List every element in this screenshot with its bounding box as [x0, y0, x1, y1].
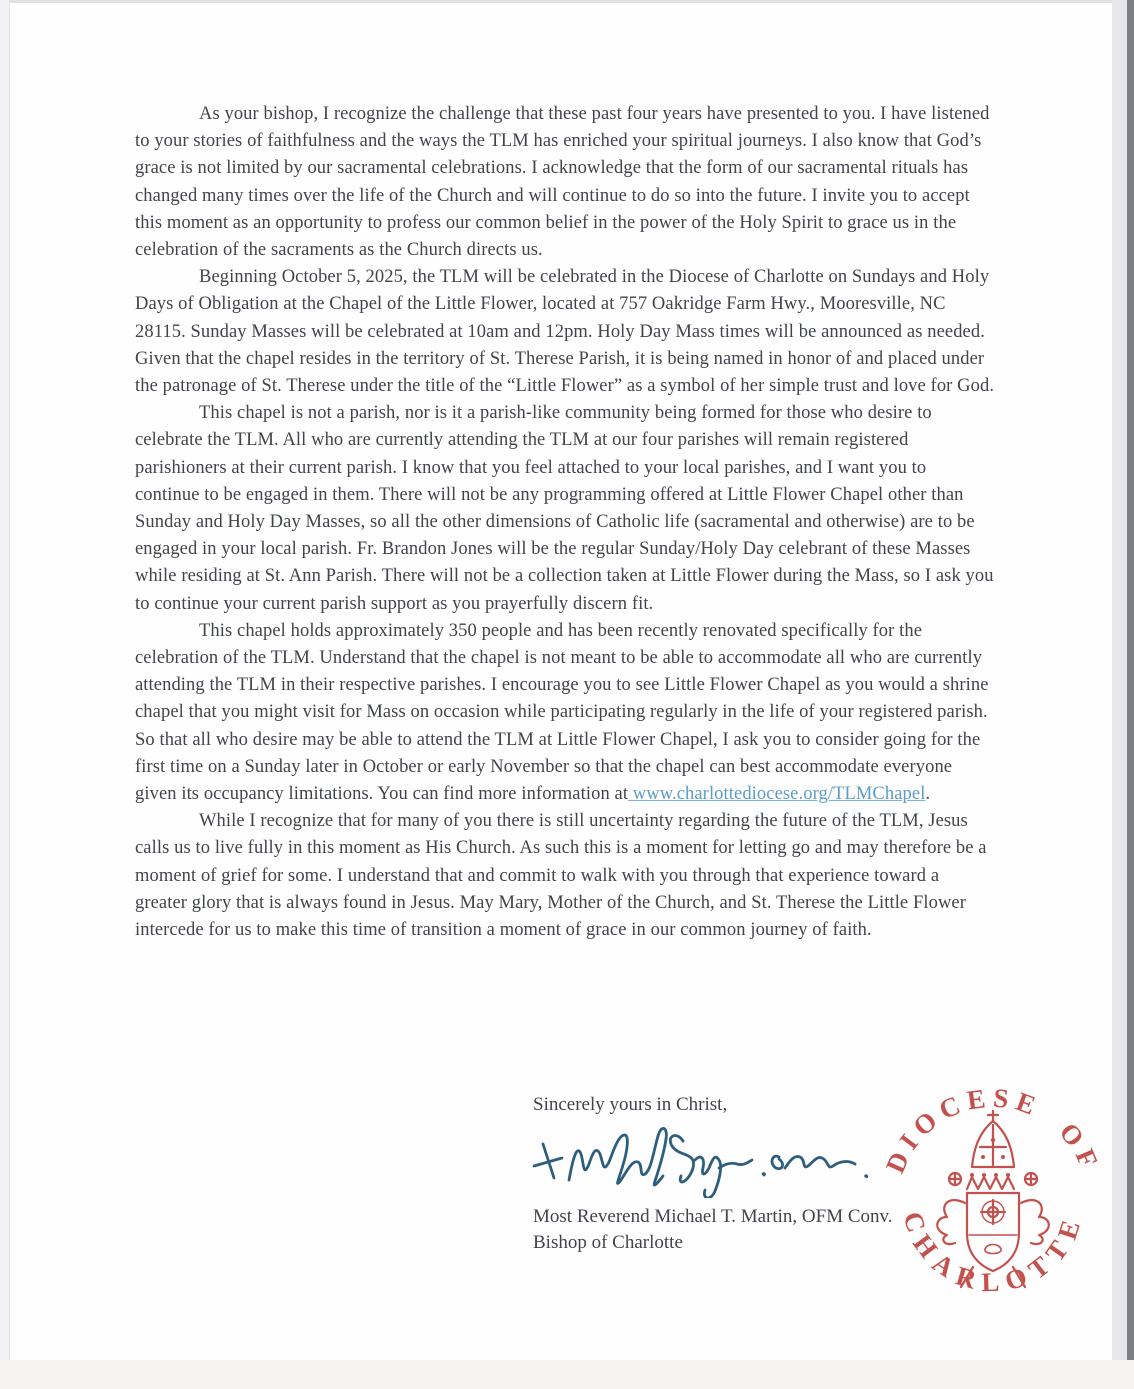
- signature-cross-stroke: [534, 1144, 562, 1178]
- crown-icon: [967, 1173, 1014, 1189]
- paragraph-3: This chapel is not a parish, nor is it a parish-like community being formed for those who desire to celebrate the TLM. All who are currently attending the TLM at our four parishes will remain registered parishioners at their current parish. I know that you feel attached to your local parishes, and I want you to continue to be engaged in them. There will not be any programming offered at Little Flower Chapel other than Sunday and Holy Day Masses, so all the other dimensions of Catholic life (sacramental and otherwise) are to be engaged in your local parish. Fr. Brandon Jones will be the regular Sunday/Holy Day celebrant of these Masses while residing at St. Ann Parish. There will not be a collection taken at Little Flower during the Mass, so I ask you to continue your current parish support as you prayerfully discern fit.: [135, 403, 994, 614]
- signature-stroke-1: [569, 1128, 666, 1185]
- closing-block: [533, 1094, 893, 1254]
- paragraph-2: Beginning October 5, 2025, the TLM will be celebrated in the Diocese of Charlotte on Sundays and Holy Days of Obligation at the Chapel of the Little Flower, located at 757 Oakridge Farm Hwy., Mooresville, NC 28115. Sunday Masses will be celebrated at 10am and 12pm. Holy Day Mass times will be announced as needed. Given that the chapel resides in the territory of St. Therese Parish, it is being named in honor of and placed under the patronage of St. Therese under the title of the “Little Flower” as a symbol of her simple trust and love for God.: [135, 267, 995, 397]
- paragraph-4-period: .: [925, 784, 931, 805]
- scan-edge-bottom: [0, 1360, 1134, 1389]
- mitre-icon: [972, 1111, 1014, 1167]
- paragraph-5: While I recognize that for many of you there is still uncertainty regarding the future of the TLM, Jesus calls us to live fully in this moment as His Church. As such this is a moment for letting go and may therefore be a moment of grief for some. I understand that and commit to walk with you through that experience toward a greater glory that is always found in Jesus. May Mary, Mother of the Church, and St. Therese the Little Flower intercede for us to make this time of transition a moment of grace in our common journey of faith.: [135, 811, 987, 941]
- signature-stroke-3: [763, 1156, 855, 1175]
- signature-handwriting: [531, 1124, 871, 1198]
- scan-edge-right-light: [1112, 0, 1127, 1389]
- scan-edge-left: [0, 0, 10, 1389]
- tlm-chapel-link[interactable]: www.charlottediocese.org/TLMChapel: [628, 784, 926, 805]
- diocese-of-charlotte-seal: [877, 1085, 1109, 1317]
- signer-name: Most Reverend Michael T. Martin, OFM Conv.: [533, 1206, 893, 1227]
- signature-stroke-2: [670, 1136, 752, 1198]
- signer-title: Bishop of Charlotte: [533, 1232, 683, 1253]
- paragraph-4: [135, 618, 995, 808]
- seal-bottom-text: CHARLOTTE: [897, 1208, 1089, 1298]
- paragraph-1: As your bishop, I recognize the challenge that these past four years have presented to you. I have listened to your stories of faithfulness and the ways the TLM has enriched your spiritual journeys. I also know that God’s grace is not limited by our sacramental celebrations. I acknowledge that the form of our sacramental rituals has changed many times over the life of the Church and will continue to do so into the future. I invite you to accept this moment as an opportunity to profess our common belief in the power of the Holy Spirit to grace us in the celebration of the sacraments as the Church directs us.: [135, 104, 990, 261]
- seal-top-text: DIOCESE OF: [879, 1085, 1107, 1178]
- valediction: Sincerely yours in Christ,: [533, 1094, 728, 1115]
- scan-edge-top: [0, 0, 1134, 3]
- paragraph-4-text: This chapel holds approximately 350 people and has been recently renovated specifically for the celebration of the TLM. Understand that the chapel is not meant to be able to accommodate all who are currently attending the TLM in their respective parishes. I encourage you to see Little Flower Chapel as you would a shrine chapel that you might visit for Mass on occasion while participating regularly in the life of your registered parish. So that all who desire may be able to attend the TLM at Little Flower Chapel, I ask you to consider going for the first time on a Sunday later in October or early November so that the chapel can best accommodate everyone given its occupancy limitations. You can find more information at: [135, 620, 989, 805]
- letter-body: [135, 101, 995, 944]
- scan-edge-right-dark: [1127, 0, 1134, 1389]
- shield-icon: [967, 1193, 1019, 1271]
